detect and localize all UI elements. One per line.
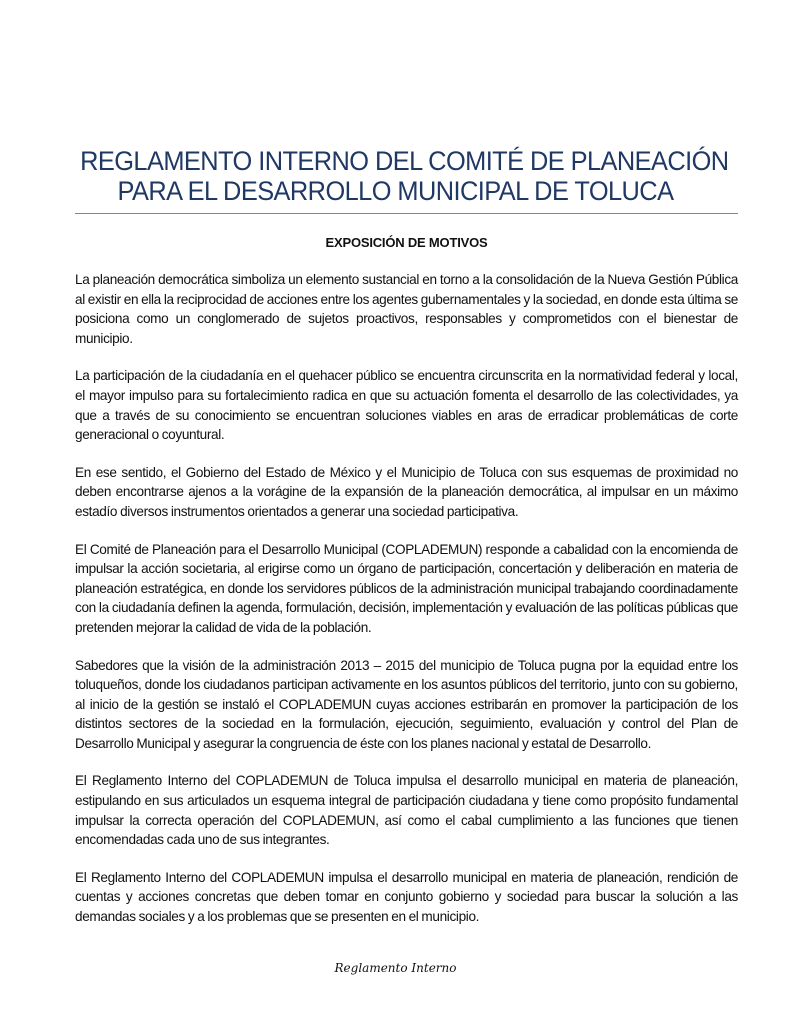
document-body [75, 270, 738, 945]
document-title-line-1: REGLAMENTO INTERNO DEL COMITÉ DE PLANEACIÓN [80, 146, 729, 176]
paragraph-7: El Reglamento Interno del COPLADEMUN impulsa el desarrollo municipal en materia de planeación, rendición de cuentas y acciones concretas que deben tomar en conjunto gobierno y sociedad para buscar la solución a las demandas sociales y a los problemas que se presenten en el municipio. [75, 869, 738, 925]
paragraph-2: La participación de la ciudadanía en el quehacer público se encuentra circunscrita en la normatividad federal y local, el mayor impulso para su fortalecimiento radica en que su actuación fomenta el desarrollo de las colectividades, ya que a través de su conocimiento se encuentran soluciones viables en aras de erradicar problemáticas de corte generacional o coyuntural. [75, 368, 738, 443]
section-heading: EXPOSICIÓN DE MOTIVOS [325, 235, 488, 250]
paragraph-3: En ese sentido, el Gobierno del Estado de México y el Municipio de Toluca con sus esquemas de proximidad no deben encontrarse ajenos a la vorágine de la expansión de la planeación democrática, al impulsar en un máximo estadío diversos instrumentos orientados a generar una sociedad participativa. [75, 464, 738, 519]
paragraph-1: La planeación democrática simboliza un elemento sustancial en torno a la consolidación de la Nueva Gestión Pública al existir en ella la reciprocidad de acciones entre los agentes gubernamentales y la sociedad, en donde esta última se posiciona como un conglomerado de sujetos proactivos, responsables y comprometidos con el bienestar de municipio. [75, 272, 738, 346]
title-divider [75, 213, 738, 214]
paragraph-4: El Comité de Planeación para el Desarrollo Municipal (COPLADEMUN) responde a cabalidad con la encomienda de impulsar la acción societaria, al erigirse como un órgano de participación, concertación y deliberación en materia de planeación estratégica, en donde los servidores públicos de la administración municipal trabajando coordinadamente con la ciudadanía definen la agenda, formulación, decisión, implementación y evaluación de las políticas públicas que pretenden mejorar la calidad de vida de la población. [75, 541, 738, 635]
page-footer: Reglamento Interno [334, 961, 457, 975]
document-title [80, 146, 729, 206]
document-title-line-2: PARA EL DESARROLLO MUNICIPAL DE TOLUCA [117, 176, 674, 206]
paragraph-6: El Reglamento Interno del COPLADEMUN de Toluca impulsa el desarrollo municipal en materia de planeación, estipulando en sus articulados un esquema integral de participación ciudadana y tiene como propósito fundamental impulsar la correcta operación del COPLADEMUN, así como el cabal cumplimiento a las funciones que tienen encomendadas cada uno de sus integrantes. [75, 773, 738, 848]
paragraph-5: Sabedores que la visión de la administración 2013 – 2015 del municipio de Toluca pugna por la equidad entre los toluqueños, donde los ciudadanos participan activamente en los asuntos públicos del territorio, junto con su gobierno, al inicio de la gestión se instaló el COPLADEMUN cuyas acciones estribarán en promover la participación de los distintos sectores de la sociedad en la formulación, ejecución, seguimiento, evaluación y control del Plan de Desarrollo Municipal y asegurar la congruencia de éste con los planes nacional y estatal de Desarrollo. [75, 657, 738, 751]
